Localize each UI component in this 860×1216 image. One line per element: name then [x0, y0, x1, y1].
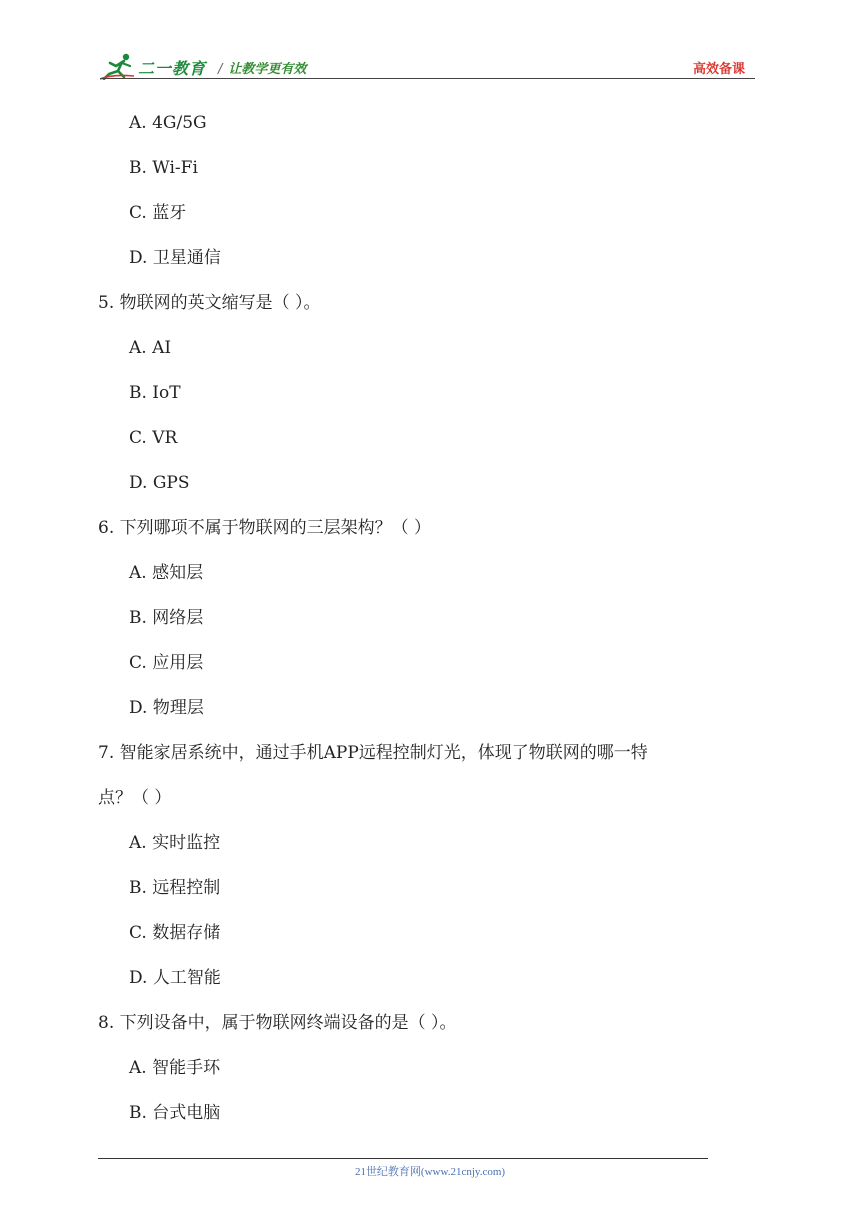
option-line: D. 物理层	[129, 698, 204, 718]
option-line: A. 智能手环	[129, 1058, 221, 1078]
runner-logo-icon	[100, 52, 136, 80]
option-line: B. 网络层	[129, 608, 204, 628]
question-line: 8. 下列设备中，属于物联网终端设备的是（ ）。	[98, 1013, 457, 1033]
slogan: / 让教学更有效	[218, 62, 307, 77]
header-badge: 高效备课	[692, 62, 745, 77]
option-line: A. 感知层	[129, 563, 204, 583]
option-line: C. 数据存储	[129, 923, 221, 943]
option-line: A. 实时监控	[129, 833, 221, 853]
option-line: A. 4G/5G	[129, 113, 207, 133]
option-line: B. 台式电脑	[129, 1103, 221, 1123]
option-line: D. 人工智能	[129, 968, 221, 988]
question-line: 6. 下列哪项不属于物联网的三层架构？（ ）	[98, 518, 432, 538]
option-line: C. 应用层	[129, 653, 204, 673]
option-line: B. IoT	[129, 383, 181, 403]
option-line: D. GPS	[129, 473, 190, 493]
page-header	[100, 48, 755, 80]
question-line: 7. 智能家居系统中，通过手机APP远程控制灯光，体现了物联网的哪一特	[98, 743, 648, 763]
slogan-text: 让教学更有效	[228, 62, 307, 77]
question-line: 5. 物联网的英文缩写是（ ）。	[98, 293, 321, 313]
option-line: B. 远程控制	[129, 878, 221, 898]
option-line: C. VR	[129, 428, 178, 448]
option-line: B. Wi-Fi	[129, 158, 198, 178]
option-line: D. 卫星通信	[129, 248, 221, 268]
option-line: A. AI	[129, 338, 172, 358]
brand-name: 二一教育	[138, 59, 207, 78]
question-line-continuation: 点？（ ）	[98, 788, 172, 808]
footer-text: 21世纪教育网(www.21cnjy.com)	[354, 1166, 506, 1178]
footer-divider	[98, 1158, 708, 1159]
option-line: C. 蓝牙	[129, 203, 187, 223]
header-divider	[100, 78, 755, 79]
